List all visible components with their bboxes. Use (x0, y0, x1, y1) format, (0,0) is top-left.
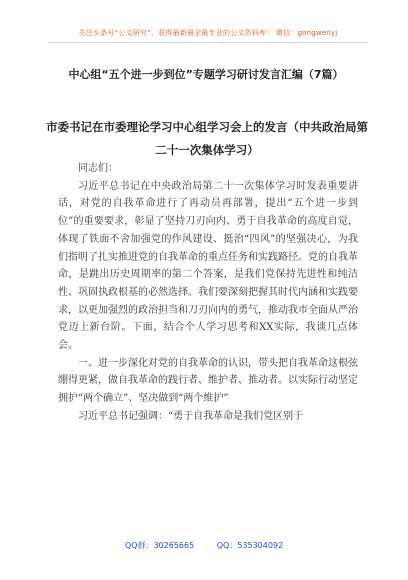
header-divider (48, 42, 368, 43)
document-title: 中心组“五个进一步到位”专题学习研讨发言汇编（7篇） (68, 68, 344, 81)
paragraph-2: 一、进一步深化对党的自我革命的认识，带头把自我革命这根弦绷得更紧，做自我革命的践行者、维护者、推动者。以实际行动坚定拥护“两个确立”、坚决做到“两个维护” (58, 357, 358, 405)
footer-qq-number: QQ：535304092 (216, 541, 284, 550)
paragraph-3: 习近平总书记强调：“勇于自我革命是我们党区别于 (78, 410, 304, 422)
paragraph-1: 习近平总书记在中央政治局第二十一次集体学习时发表重要讲话，对党的自我革命进行了再动员再部署，提出“五个进一步到位”的重要要求，彰显了坚持刀刃向内、勇于自我革命的高度自觉，体现了铁面不舍加强党的作风建设、挺治“四风”的坚强决心，为我们指明了扎实推进党的自我革命的重点任务和实践路径。党的自我革命，是跳出历史周期率的第二个答案，是我们党保持先进性和纯洁性、巩固执政根基的必然选择。我们要深刻把握其时代内涵和实践要求，以更加强烈的政治担当和刀刃向内的勇气，推动我市全面从严治党迈上新台阶。下面，结合个人学习思考和XX实际，我谈几点体会。 (58, 180, 358, 352)
footer-qq-group: QQ群：30265665 (124, 541, 195, 550)
footer-contact (0, 540, 408, 551)
document-body (58, 160, 358, 426)
section-title: 市委书记在市委理论学习中心组学习会上的发言（中共政治局第二十一次集体学习） (46, 120, 368, 157)
header-banner: 关注头条号“公文研究”，获得最新最全最专业的公文资料库！ 微信：gongwenyj (78, 29, 338, 37)
greeting: 同志们： (78, 163, 118, 174)
